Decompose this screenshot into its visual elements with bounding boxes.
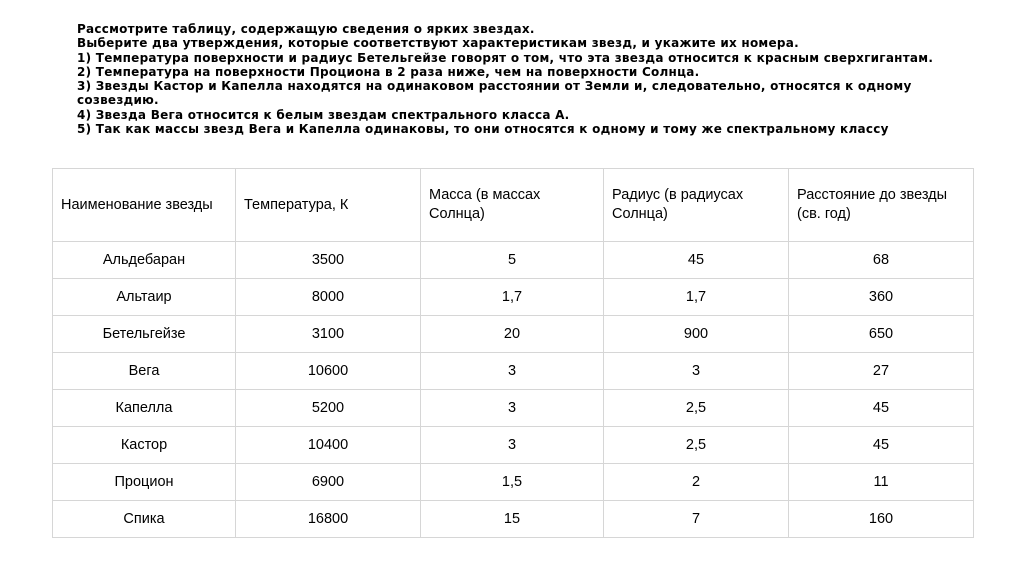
cell-radius: 2,5: [604, 427, 789, 464]
table-row: [53, 316, 974, 353]
cell-distance: 68: [789, 242, 974, 279]
cell-mass: 3: [421, 427, 604, 464]
cell-mass: 1,5: [421, 464, 604, 501]
stars-table: [52, 168, 974, 538]
cell-radius: 2: [604, 464, 789, 501]
cell-star-name: Спика: [53, 501, 236, 538]
cell-temperature: 6900: [236, 464, 421, 501]
cell-distance: 45: [789, 427, 974, 464]
cell-temperature: 8000: [236, 279, 421, 316]
table-row: [53, 242, 974, 279]
cell-temperature: 3100: [236, 316, 421, 353]
cell-radius: 1,7: [604, 279, 789, 316]
cell-distance: 650: [789, 316, 974, 353]
cell-temperature: 16800: [236, 501, 421, 538]
cell-radius: 45: [604, 242, 789, 279]
cell-mass: 20: [421, 316, 604, 353]
header-star-name: Наименование звезды: [53, 169, 236, 242]
cell-temperature: 3500: [236, 242, 421, 279]
cell-mass: 3: [421, 353, 604, 390]
cell-mass: 5: [421, 242, 604, 279]
statement-4: 4) Звезда Вега относится к белым звездам спектрального класса А.: [77, 107, 570, 122]
cell-distance: 160: [789, 501, 974, 538]
question-title: Рассмотрите таблицу, содержащую сведения о ярких звездах.: [77, 22, 535, 36]
header-distance: Расстояние до звезды (св. год): [789, 169, 974, 242]
cell-mass: 15: [421, 501, 604, 538]
cell-temperature: 10600: [236, 353, 421, 390]
cell-star-name: Кастор: [53, 427, 236, 464]
table-header-row: [53, 169, 974, 242]
cell-mass: 3: [421, 390, 604, 427]
cell-distance: 27: [789, 353, 974, 390]
cell-distance: 45: [789, 390, 974, 427]
cell-star-name: Альтаир: [53, 279, 236, 316]
question-instruction: Выберите два утверждения, которые соответствуют характеристикам звезд, и укажите их номера.: [77, 36, 799, 51]
cell-star-name: Процион: [53, 464, 236, 501]
table-row: [53, 279, 974, 316]
table-row: [53, 464, 974, 501]
statement-2: 2) Температура на поверхности Проциона в 2 раза ниже, чем на поверхности Солнца.: [77, 64, 700, 79]
cell-star-name: Бетельгейзе: [53, 316, 236, 353]
table-row: [53, 501, 974, 538]
header-mass: Масса (в массах Солнца): [421, 169, 604, 242]
statement-3: 3) Звезды Кастор и Капелла находятся на одинаковом расстоянии от Земли и, следовательно, относятся к одному созвездию.: [77, 79, 912, 108]
statement-1: 1) Температура поверхности и радиус Бетельгейзе говорят о том, что эта звезда относится к красным сверхгигантам.: [77, 50, 934, 65]
header-radius: Радиус (в радиусах Солнца): [604, 169, 789, 242]
cell-star-name: Вега: [53, 353, 236, 390]
statement-5: 5) Так как массы звезд Вега и Капелла одинаковы, то они относятся к одному и тому же спектральному классу: [77, 122, 889, 137]
header-temperature: Температура, К: [236, 169, 421, 242]
cell-star-name: Альдебаран: [53, 242, 236, 279]
table-row: [53, 353, 974, 390]
cell-temperature: 10400: [236, 427, 421, 464]
cell-radius: 3: [604, 353, 789, 390]
cell-radius: 7: [604, 501, 789, 538]
cell-radius: 2,5: [604, 390, 789, 427]
cell-distance: 11: [789, 464, 974, 501]
table-row: [53, 390, 974, 427]
cell-mass: 1,7: [421, 279, 604, 316]
cell-star-name: Капелла: [53, 390, 236, 427]
cell-temperature: 5200: [236, 390, 421, 427]
cell-distance: 360: [789, 279, 974, 316]
question-block: [77, 22, 957, 136]
cell-radius: 900: [604, 316, 789, 353]
table-row: [53, 427, 974, 464]
